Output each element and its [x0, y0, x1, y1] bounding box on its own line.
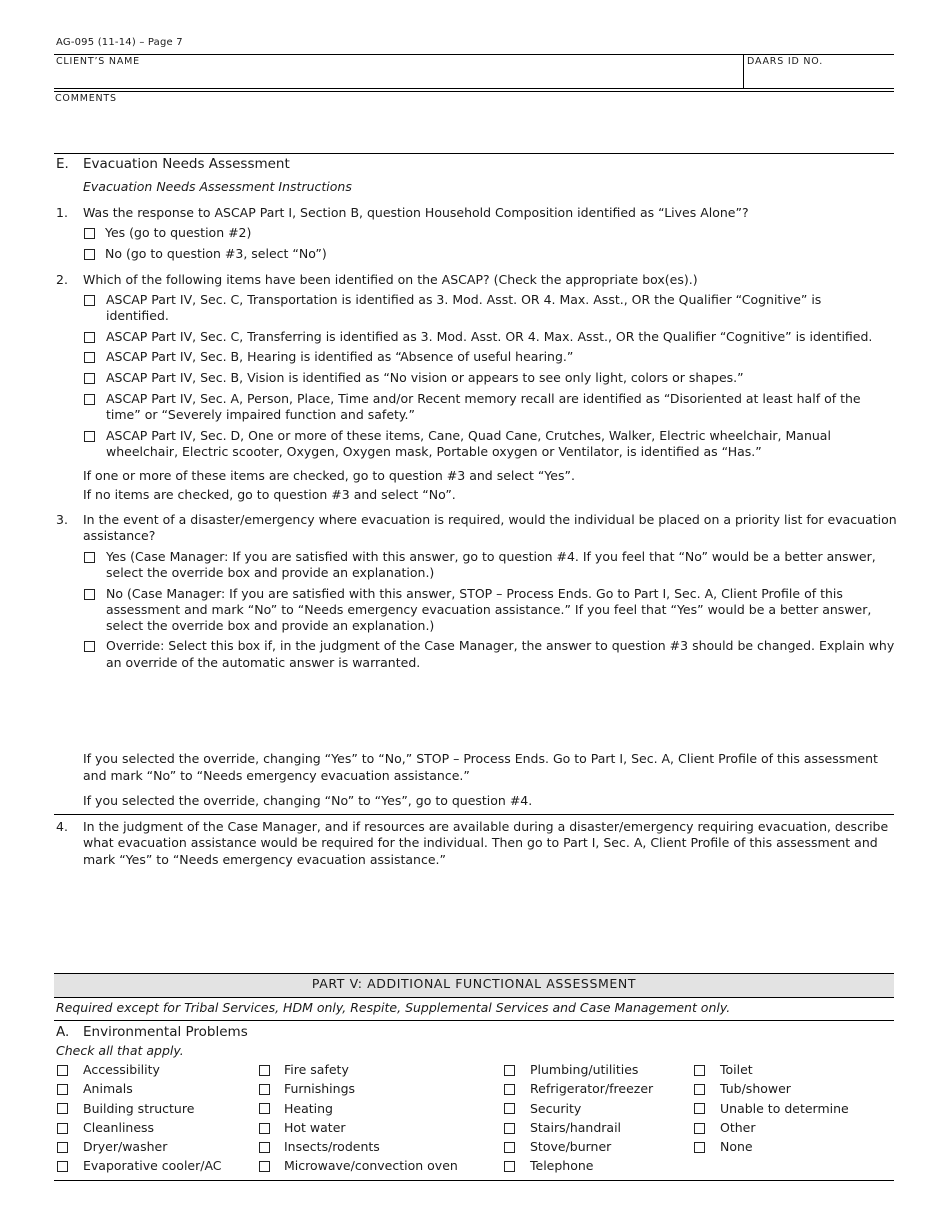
env-label: Plumbing/utilities [530, 1062, 639, 1077]
q3-no-line: No (Case Manager: If you are satisfied with this answer, STOP – Process Ends. Go to Part I, Sec. A, Client Profile of this [106, 586, 843, 601]
comments-field[interactable] [54, 106, 894, 150]
q1-text: Was the response to ASCAP Part I, Section B, question Household Composition identified as “Lives Alone”? [83, 205, 749, 220]
q4-line: what evacuation assistance would be required for the individual. Then go to Part I, Sec. A, Client Profile of this assessment and [83, 835, 878, 850]
q3-yes-line: Yes (Case Manager: If you are satisfied with this answer, go to question #4. If you feel that “No” would be a better answer, [106, 549, 876, 564]
env-label: Stairs/handrail [530, 1120, 622, 1135]
q2-item-line: ASCAP Part IV, Sec. C, Transferring is identified as 3. Mod. Asst. OR 4. Max. Asst., OR the Qualifier “Cognitive” is identified. [106, 329, 873, 344]
override-explanation-field[interactable] [106, 675, 892, 745]
env-label: Hot water [284, 1120, 346, 1135]
env-label: Cleanliness [83, 1120, 155, 1135]
env-label: Toilet [720, 1062, 753, 1077]
q3-yes-line: select the override box and provide an explanation.) [106, 565, 435, 580]
divider [54, 91, 894, 92]
q2-item-checkbox[interactable] [84, 352, 95, 363]
section-e-letter: E. [56, 156, 69, 172]
part-v-subtitle: Required except for Tribal Services, HDM only, Respite, Supplemental Services and Case Management only. [56, 1000, 731, 1015]
section-a-instruction: Check all that apply. [56, 1043, 184, 1058]
divider [54, 814, 894, 815]
q3-override-line: Override: Select this box if, in the judgment of the Case Manager, the answer to question #3 should be changed. Explain why [106, 638, 895, 653]
env-checkbox[interactable] [57, 1084, 68, 1095]
env-label: Accessibility [83, 1062, 160, 1077]
env-label: Unable to determine [720, 1101, 849, 1116]
env-checkbox[interactable] [57, 1123, 68, 1134]
q3-text-line: assistance? [83, 528, 156, 543]
env-label: Other [720, 1120, 756, 1135]
env-checkbox[interactable] [259, 1065, 270, 1076]
q2-item-line: time” or “Severely impaired function and safety.” [106, 407, 415, 422]
env-label: Dryer/washer [83, 1139, 168, 1154]
q3-note1-line: If you selected the override, changing “Yes” to “No,” STOP – Process Ends. Go to Part I, Sec. A, Client Profile of this assessment [83, 751, 878, 766]
env-checkbox[interactable] [57, 1161, 68, 1172]
section-e-instructions: Evacuation Needs Assessment Instructions [83, 179, 352, 194]
env-checkbox[interactable] [504, 1142, 515, 1153]
env-label: Fire safety [284, 1062, 349, 1077]
env-checkbox[interactable] [259, 1084, 270, 1095]
divider [54, 88, 894, 89]
env-label: Building structure [83, 1101, 195, 1116]
env-label: Insects/rodents [284, 1139, 380, 1154]
q3-override-checkbox[interactable] [84, 641, 95, 652]
q2-item-checkbox[interactable] [84, 373, 95, 384]
client-name-field[interactable] [54, 66, 742, 88]
env-checkbox[interactable] [259, 1161, 270, 1172]
section-a-title: Environmental Problems [83, 1024, 248, 1040]
env-label: Animals [83, 1081, 133, 1096]
q3-note1-line: and mark “No” to “Needs emergency evacuation assistance.” [83, 768, 470, 783]
env-checkbox[interactable] [259, 1103, 270, 1114]
q4-line: mark “Yes” to “Needs emergency evacuation assistance.” [83, 852, 446, 867]
q1-yes-label: Yes (go to question #2) [105, 225, 252, 240]
env-checkbox[interactable] [694, 1084, 705, 1095]
q2-text: Which of the following items have been identified on the ASCAP? (Check the appropriate box(es).) [83, 272, 698, 287]
env-checkbox[interactable] [504, 1123, 515, 1134]
env-label: Microwave/convection oven [284, 1158, 458, 1173]
q1-yes-checkbox[interactable] [84, 228, 95, 239]
q3-no-checkbox[interactable] [84, 589, 95, 600]
env-label: Tub/shower [720, 1081, 791, 1096]
env-label: Security [530, 1101, 582, 1116]
env-checkbox[interactable] [57, 1142, 68, 1153]
q2-item-line: ASCAP Part IV, Sec. B, Hearing is identified as “Absence of useful hearing.” [106, 349, 574, 364]
q1-no-checkbox[interactable] [84, 249, 95, 260]
q2-item-line: wheelchair, Electric scooter, Oxygen, Oxygen mask, Portable oxygen or Ventilator, is identified as “Has.” [106, 444, 762, 459]
q4-number: 4. [56, 819, 68, 834]
env-checkbox[interactable] [694, 1142, 705, 1153]
q3-note2: If you selected the override, changing “No” to “Yes”, go to question #4. [83, 793, 533, 808]
env-label: Furnishings [284, 1081, 356, 1096]
env-checkbox[interactable] [259, 1142, 270, 1153]
env-checkbox[interactable] [504, 1084, 515, 1095]
divider [743, 54, 744, 88]
q1-number: 1. [56, 205, 68, 220]
q4-line: In the judgment of the Case Manager, and if resources are available during a disaster/emergency requiring evacuation, describe [83, 819, 889, 834]
divider [54, 54, 894, 55]
env-checkbox[interactable] [57, 1065, 68, 1076]
q2-item-checkbox[interactable] [84, 295, 95, 306]
divider [54, 1020, 894, 1021]
q2-item-checkbox[interactable] [84, 332, 95, 343]
q3-yes-checkbox[interactable] [84, 552, 95, 563]
env-checkbox[interactable] [694, 1103, 705, 1114]
env-checkbox[interactable] [57, 1103, 68, 1114]
env-label: None [720, 1139, 753, 1154]
env-label: Telephone [530, 1158, 594, 1173]
q2-item-checkbox[interactable] [84, 394, 95, 405]
env-label: Heating [284, 1101, 333, 1116]
q2-item-line: ASCAP Part IV, Sec. D, One or more of these items, Cane, Quad Cane, Crutches, Walker, Electric wheelchair, Manual [106, 428, 831, 443]
part-v-title: PART V: ADDITIONAL FUNCTIONAL ASSESSMENT [311, 976, 637, 991]
q4-answer-field[interactable] [83, 872, 892, 967]
client-name-label: CLIENT’S NAME [56, 56, 140, 67]
q2-note-no: If no items are checked, go to question #3 and select “No”. [83, 487, 456, 502]
env-label: Refrigerator/freezer [530, 1081, 654, 1096]
comments-label: COMMENTS [55, 93, 117, 104]
q3-override-line: an override of the automatic answer is warranted. [106, 655, 421, 670]
q3-text-line: In the event of a disaster/emergency where evacuation is required, would the individual be placed on a priority list for evacuation [83, 512, 897, 527]
q2-item-line: identified. [106, 308, 169, 323]
daars-id-field[interactable] [746, 66, 892, 88]
env-checkbox[interactable] [504, 1065, 515, 1076]
env-checkbox[interactable] [504, 1161, 515, 1172]
q2-number: 2. [56, 272, 68, 287]
env-checkbox[interactable] [694, 1123, 705, 1134]
q3-no-line: assessment and mark “No” to “Needs emergency evacuation assistance.” If you feel that “Yes” would be a better answer, [106, 602, 872, 617]
env-label: Stove/burner [530, 1139, 612, 1154]
q2-item-line: ASCAP Part IV, Sec. A, Person, Place, Time and/or Recent memory recall are identified as “Disoriented at least half of the [106, 391, 861, 406]
section-a-letter: A. [56, 1024, 70, 1040]
q1-no-label: No (go to question #3, select “No”) [105, 246, 327, 261]
q3-no-line: select the override box and provide an explanation.) [106, 618, 435, 633]
daars-id-label: DAARS ID NO. [747, 56, 824, 67]
env-checkbox[interactable] [694, 1065, 705, 1076]
q2-item-line: ASCAP Part IV, Sec. B, Vision is identified as “No vision or appears to see only light, colors or shapes.” [106, 370, 744, 385]
section-e-title: Evacuation Needs Assessment [83, 156, 290, 172]
divider [54, 153, 894, 154]
env-checkbox[interactable] [259, 1123, 270, 1134]
q2-note-yes: If one or more of these items are checked, go to question #3 and select “Yes”. [83, 468, 575, 483]
q2-item-line: ASCAP Part IV, Sec. C, Transportation is identified as 3. Mod. Asst. OR 4. Max. Asst., OR the Qualifier “Cognitive” is [106, 292, 822, 307]
env-checkbox[interactable] [504, 1103, 515, 1114]
divider [54, 1180, 894, 1181]
form-id: AG-095 (11-14) – Page 7 [56, 37, 183, 48]
env-label: Evaporative cooler/AC [83, 1158, 222, 1173]
q3-number: 3. [56, 512, 68, 527]
q2-item-checkbox[interactable] [84, 431, 95, 442]
